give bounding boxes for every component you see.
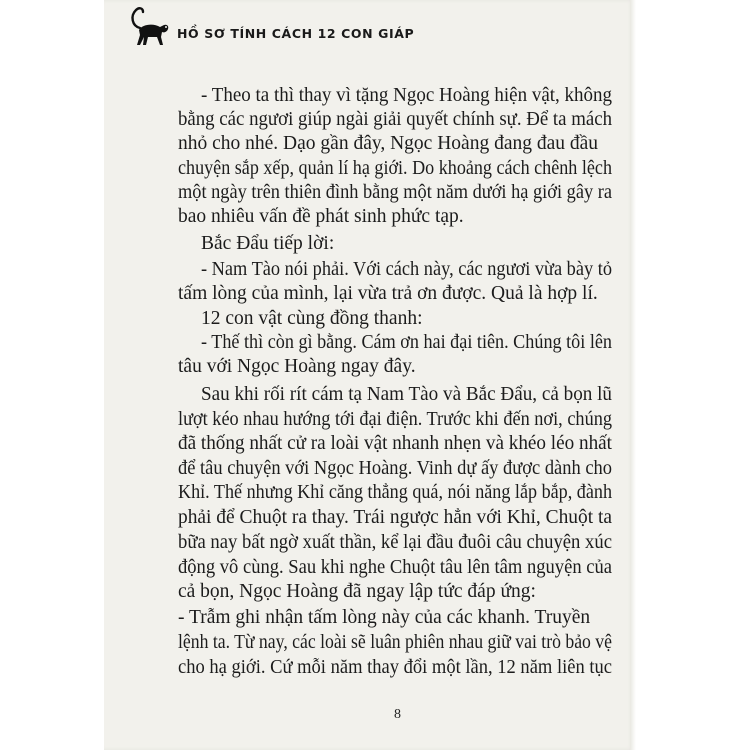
text-line: - Nam Tào nói phải. Với cách này, các ngươi vừa bày tỏ <box>201 259 612 280</box>
text-line: Khỉ. Thế nhưng Khỉ căng thẳng quá, nói năng lắp bắp, đành <box>178 482 612 503</box>
text-line: - Thế thì còn gì bằng. Cám ơn hai đại tiên. Chúng tôi lên <box>201 332 612 353</box>
text-line: - Trẫm ghi nhận tấm lòng này của các khanh. Truyền <box>178 607 591 628</box>
text-line: để tâu chuyện với Ngọc Hoàng. Vinh dự ấy được dành cho <box>178 458 612 479</box>
text-line: lệnh ta. Từ nay, các loài sẽ luân phiên nhau giữ vai trò bảo vệ <box>178 632 612 653</box>
text-line: - Theo ta thì thay vì tặng Ngọc Hoàng hiện vật, không <box>201 85 612 106</box>
text-line: nhỏ cho nhé. Dạo gần đây, Ngọc Hoàng đang đau đầu <box>178 133 599 154</box>
text-line: 12 con vật cùng đồng thanh: <box>201 308 423 329</box>
text-line: một ngày trên thiên đình bằng một năm dưới hạ giới gây ra <box>178 182 612 203</box>
text-line: bằng các ngươi giúp ngài giải quyết chính sự. Để ta mách <box>178 109 612 130</box>
text-line: tâu với Ngọc Hoàng ngay đây. <box>178 356 416 377</box>
text-line: Sau khi rối rít cám tạ Nam Tào và Bắc Đẩu, cả bọn lũ <box>201 384 612 405</box>
text-line: lượt kéo nhau hướng tới đại điện. Trước khi đến nơi, chúng <box>178 409 612 430</box>
text-line: cả bọn, Ngọc Hoàng đã ngay lập tức đáp ứng: <box>178 581 536 602</box>
text-line: đã thống nhất cử ra loài vật nhanh nhẹn và khéo léo nhất <box>178 433 612 454</box>
page-number: 8 <box>394 707 401 722</box>
text-line: phải để Chuột ra thay. Trái ngược hẳn với Khỉ, Chuột ta <box>178 507 612 528</box>
text-line: cho hạ giới. Cứ mỗi năm thay đổi một lần, 12 năm liên tục <box>178 657 612 678</box>
text-line: chuyện sắp xếp, quản lí hạ giới. Do khoảng cách chênh lệch <box>178 158 612 179</box>
text-line: tấm lòng của mình, lại vừa trả ơn được. Quả là hợp lí. <box>178 283 598 304</box>
text-line: bao nhiêu vấn đề phát sinh phức tạp. <box>178 206 464 227</box>
text-line: động vô cùng. Sau khi nghe Chuột tâu lên tâm nguyện của <box>178 557 612 578</box>
header-title: HỒ SƠ TÍNH CÁCH 12 CON GIÁP <box>177 26 415 41</box>
text-line: Bắc Đẩu tiếp lời: <box>201 233 335 254</box>
text-line: bữa nay bất ngờ xuất thần, kể lại đầu đuôi câu chuyện xúc <box>178 532 612 553</box>
